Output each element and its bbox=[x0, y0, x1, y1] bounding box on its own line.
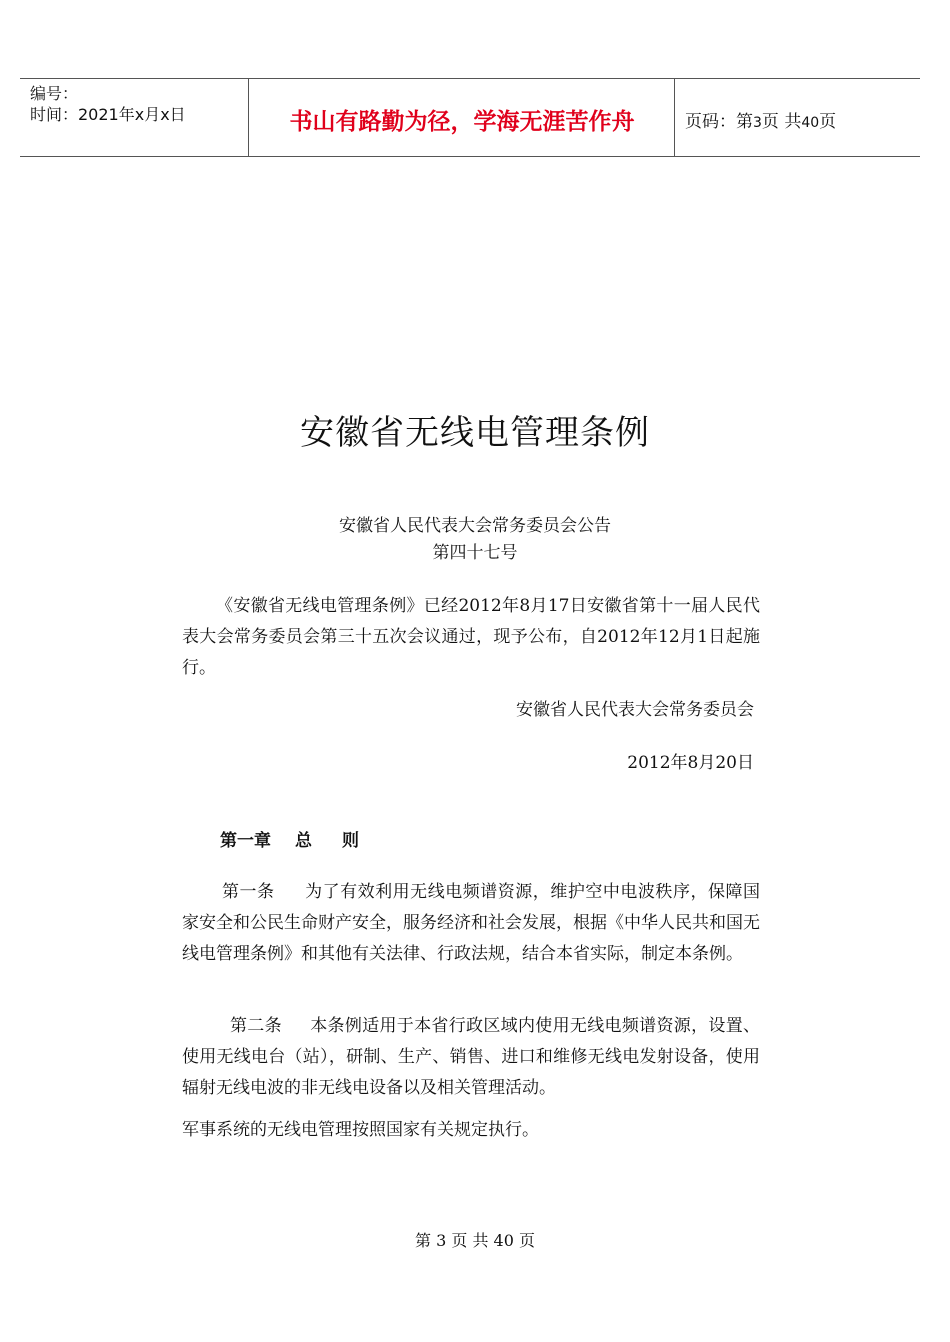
article-2-text: 本条例适用于本省行政区域内使用无线电频谱资源，设置、使用无线电台（站），研制、生产、销售、进口和维修无线电发射设备，使用辐射无线电波的非无线电设备以及相关管理活动。 bbox=[182, 1016, 761, 1098]
article-1-label: 第一条 bbox=[222, 882, 275, 902]
number-label: 编号： bbox=[30, 84, 79, 103]
article-1-text: 为了有效利用无线电频谱资源，维护空中电波秩序，保障国家安全和公民生命财产安全，服务经济和社会发展，根据《中华人民共和国无线电管理条例》和其他有关法律、行政法规，结合本省实际，制定本条例。 bbox=[182, 882, 761, 964]
page-current: 3 bbox=[753, 115, 762, 131]
header-page-info bbox=[685, 107, 836, 132]
chapter-heading bbox=[220, 826, 359, 851]
document-header bbox=[20, 78, 920, 157]
chapter-number: 第一章 bbox=[220, 831, 271, 851]
page-prefix: 页码：第 bbox=[685, 112, 753, 132]
page-total: 40 bbox=[801, 115, 820, 131]
header-motto: 书山有路勤为径，学海无涯苦作舟 bbox=[289, 109, 635, 135]
sign-date: 2012年8月20日 bbox=[627, 753, 754, 773]
page-suffix: 页 bbox=[819, 112, 837, 132]
header-meta bbox=[30, 83, 255, 125]
document-title: 安徽省无线电管理条例 bbox=[300, 413, 650, 453]
article-2 bbox=[182, 1011, 760, 1104]
time-label: 时间：2021年x月x日 bbox=[30, 105, 186, 124]
military-clause: 军事系统的无线电管理按照国家有关规定执行。 bbox=[182, 1120, 539, 1140]
announcement-paragraph: 《安徽省无线电管理条例》已经2012年8月17日安徽省第十一届人民代表大会常务委员会第三十五次会议通过，现予公布，自2012年12月1日起施行。 bbox=[182, 596, 760, 678]
page-footer: 第 3 页 共 40 页 bbox=[415, 1231, 535, 1250]
signatory: 安徽省人民代表大会常务委员会 bbox=[516, 700, 754, 720]
notice-number: 第四十七号 bbox=[432, 543, 518, 563]
article-2-label: 第二条 bbox=[230, 1016, 282, 1036]
chapter-title-part: 总 bbox=[295, 831, 312, 851]
chapter-title-part: 则 bbox=[342, 831, 359, 851]
notice-issuer: 安徽省人民代表大会常务委员会公告 bbox=[339, 516, 611, 536]
article-1 bbox=[182, 877, 760, 970]
page-mid: 页 共 bbox=[761, 112, 802, 132]
